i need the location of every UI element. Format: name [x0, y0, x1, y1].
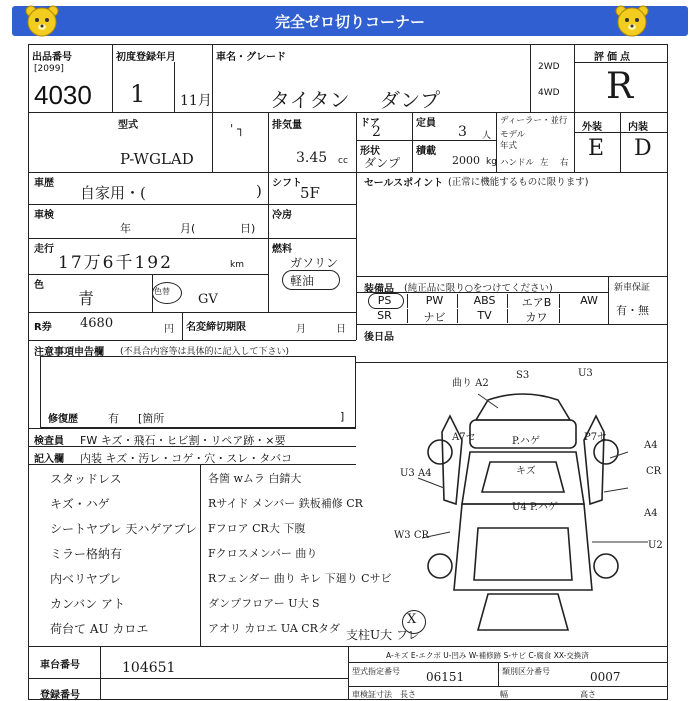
mileage-label: 走行: [34, 244, 54, 255]
model-spec-label: 型式指定番号: [352, 667, 400, 676]
damage-mark: S3: [516, 370, 530, 381]
class-label: 類別区分番号: [502, 667, 550, 676]
remark-left: シートヤブレ 天ハゲアブレ: [50, 522, 197, 536]
usage-label: 車歴: [34, 178, 54, 189]
car-grade-value: ダンプ: [380, 88, 441, 112]
equipment-item: PS: [362, 294, 408, 308]
inspector-items: FW キズ・飛石・ヒビ割・リペア跡・×要: [80, 434, 286, 447]
page-title: 完全ゼロ切りコーナー: [274, 13, 425, 31]
damage-mark: キズ: [516, 466, 536, 477]
model-mark: ' ┐: [230, 122, 245, 136]
color-change-label: 色替: [154, 287, 170, 296]
int-value: D: [634, 136, 652, 161]
equipment-item: エアB: [514, 294, 560, 308]
usage-close: ): [256, 182, 262, 200]
damage-mark: U2: [648, 540, 663, 551]
drive-2wd: 2WD: [538, 62, 560, 72]
remark-right: 各箇 wムラ 白錆大: [208, 472, 302, 485]
reg-label: 登録番号: [40, 690, 80, 701]
load-unit: kg: [486, 157, 497, 167]
remark-right: Rサイド メンバー 鉄板補修 CR: [208, 497, 363, 510]
displacement-unit: cc: [338, 156, 348, 166]
overlay-text: 支柱U大 フレ: [346, 628, 420, 642]
damage-mark: A4: [644, 440, 658, 451]
repair-part-close: ]: [340, 410, 345, 423]
repair-part-open: [箇所: [138, 412, 165, 425]
inspection-label: 車検: [34, 210, 54, 221]
shape-value: ダンプ: [364, 156, 401, 170]
recycle-value: 4680: [80, 316, 114, 331]
writer-items: 内装 キズ・汚レ・コゲ・穴・スレ・タバコ: [80, 452, 293, 465]
usage-value: 自家用・(: [80, 184, 146, 202]
equipment-ps-circle: [368, 293, 404, 309]
damage-mark: 曲り A2: [452, 378, 489, 389]
damage-mark: U3 A4: [400, 468, 432, 479]
height-label: 高さ: [580, 690, 596, 699]
inspection-year: 年: [120, 222, 131, 235]
shape-label: 形状: [360, 146, 380, 157]
handle-label: ハンドル: [500, 158, 535, 168]
writer-label: 記入欄: [34, 454, 64, 465]
equipment-item: ABS: [462, 294, 508, 308]
damage-mark: A4: [644, 508, 658, 519]
lot-label: 出品番号: [32, 52, 72, 63]
chassis-label: 車台番号: [40, 660, 80, 671]
remark-left: カンバン アト: [50, 597, 125, 611]
capacity-value: 3: [458, 124, 467, 140]
mileage-unit: km: [230, 260, 244, 270]
equipment-item: [566, 309, 612, 323]
capacity-unit: 人: [482, 131, 492, 141]
size-label: 車検証寸法: [352, 690, 392, 699]
notes-hint: (不具合内容等は具体的に記入して下さい): [120, 347, 290, 357]
fuel-diesel: 軽油: [290, 274, 315, 288]
deadline-month: 月: [296, 324, 306, 335]
notes-title: 注意事項申告欄: [34, 347, 104, 358]
class-value: 0007: [590, 670, 621, 684]
remark-right: Fフロア CR大 下腹: [208, 522, 306, 535]
damage-mark: A7セ: [452, 432, 476, 443]
displacement-label: 排気量: [272, 120, 302, 131]
dealer-line3: 年式: [500, 141, 518, 151]
capacity-label: 定員: [416, 118, 436, 129]
mascot-left-icon: [24, 4, 60, 38]
shift-value: 5F: [300, 184, 320, 202]
handle-right: 右: [560, 158, 569, 168]
sales-title: セールスポイント: [364, 178, 444, 189]
score-label: 評価点: [594, 52, 633, 63]
damage-mark: P7セ: [584, 432, 608, 443]
equipment-item: カワ: [514, 309, 560, 323]
mascot-right-icon: [614, 4, 650, 38]
damage-mark: CR: [646, 466, 662, 477]
fuel-gas: ガソリン: [290, 256, 339, 270]
drive-4wd: 4WD: [538, 88, 560, 98]
damage-mark: P.ハゲ: [512, 436, 540, 447]
equipment-item: PW: [412, 294, 458, 308]
remark-right: ダンプフロアー U大 S: [208, 597, 320, 610]
doors-value: 2: [372, 124, 381, 140]
displacement-value: 3.45: [296, 150, 328, 166]
inspector-label: 検査員: [34, 436, 64, 447]
ext-label: 外装: [582, 122, 602, 133]
equipment-item: ナビ: [412, 309, 458, 323]
chassis-value: 104651: [122, 660, 176, 676]
overlay-circle-mark: X: [407, 612, 417, 627]
equipment-item: AW: [580, 294, 598, 307]
new-car-value: 有・無: [616, 304, 649, 317]
first-reg-year: 1: [130, 80, 146, 108]
deadline-label: 名変締切期限: [186, 322, 246, 333]
notes-box: [40, 356, 356, 428]
car-name-label: 車名・グレード: [216, 52, 286, 63]
remark-left: ミラー格納有: [50, 547, 123, 561]
color-change-value: GV: [198, 292, 218, 307]
remark-left: 内ベリヤブレ: [50, 572, 122, 586]
inspection-day: 日): [240, 222, 256, 235]
equipment-hint: (純正品に限り○をつけてください): [404, 283, 553, 294]
deadline-day: 日: [336, 324, 346, 335]
doors-label: ドア: [360, 118, 380, 129]
int-label: 内装: [628, 122, 648, 133]
sales-hint: (正常に機能するものに限ります): [448, 177, 589, 188]
lot-sub: [2099]: [34, 64, 64, 74]
damage-mark: U4 P.ハゲ: [512, 502, 558, 513]
damage-mark: U3: [578, 368, 593, 379]
mileage-value: 17万6千192: [58, 253, 173, 273]
repair-value: 有: [108, 412, 119, 425]
legend: A-キズ E-エクボ U-凹み W-補修跡 S-サビ C-腐食 XX-交換済: [386, 651, 589, 660]
remark-right: Rフェンダー 曲り キレ 下廻り Cサビ: [208, 572, 392, 585]
model-spec-value: 06151: [426, 670, 465, 684]
model-value: P-WGLAD: [120, 150, 194, 168]
first-reg-label: 初度登録年月: [116, 52, 176, 63]
load-label: 積載: [416, 146, 436, 157]
remark-left: キズ・ハゲ: [50, 497, 110, 511]
width-label: 幅: [500, 690, 508, 699]
equipment-item: SR: [362, 309, 408, 323]
dealer-line1: ディーラー・並行: [500, 116, 568, 126]
car-name-value: タイタン: [270, 88, 350, 112]
remark-right: Fクロスメンバー 曲り: [208, 547, 318, 560]
lot-number: 4030: [34, 80, 92, 110]
damage-mark: W3 CR: [394, 530, 429, 541]
new-car-label: 新車保証: [614, 283, 651, 293]
ac-label: 冷房: [272, 210, 292, 221]
remark-left: 荷台て AU カロエ: [50, 622, 149, 636]
first-reg-month: 11月: [180, 93, 212, 109]
color-value: 青: [78, 289, 95, 308]
fuel-label: 燃料: [272, 244, 292, 255]
dealer-line2: モデル: [500, 130, 526, 140]
ext-value: E: [588, 136, 605, 161]
shift-label: シフト: [272, 178, 302, 189]
model-label: 型式: [118, 120, 138, 131]
remark-left: スタッドレス: [50, 472, 122, 486]
score-value: R: [606, 66, 634, 107]
recycle-label: R券: [34, 322, 52, 333]
repair-label: 修復歴: [48, 414, 78, 425]
later-docs-label: 後日品: [364, 332, 394, 343]
equipment-title: 装備品: [364, 284, 394, 295]
remark-right: アオリ カロエ UA CRタダ: [208, 622, 340, 635]
load-value: 2000: [452, 154, 480, 167]
len-label: 長さ: [400, 690, 416, 699]
recycle-unit: 円: [164, 324, 174, 335]
color-label: 色: [34, 280, 44, 291]
handle-left: 左: [540, 158, 549, 168]
inspection-month: 月(: [180, 222, 196, 235]
equipment-item: TV: [462, 309, 508, 323]
